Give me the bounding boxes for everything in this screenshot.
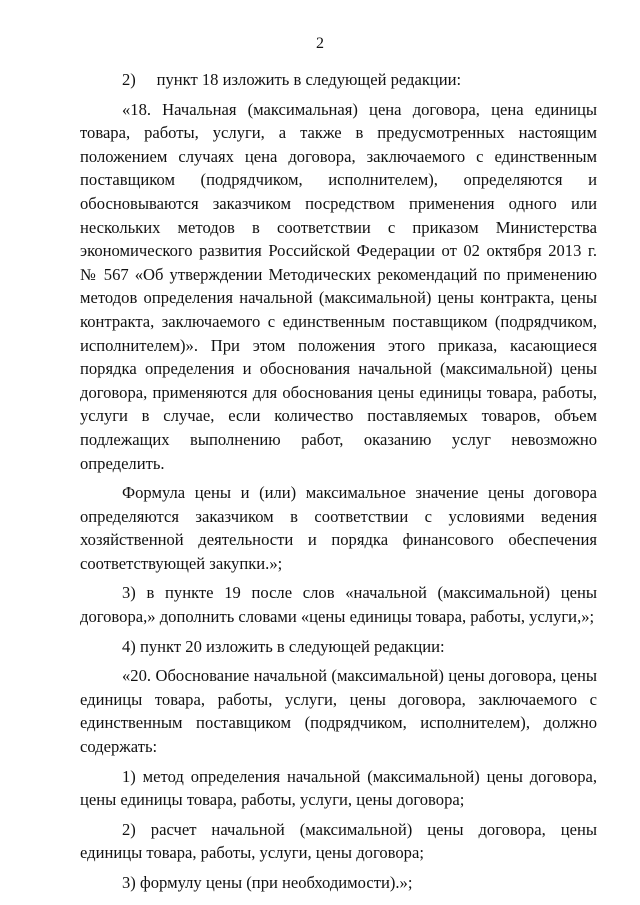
page-number: 2 (316, 35, 324, 52)
paragraph-point-20-text: «20. Обоснование начальной (максимальной) цены договора, цены единицы товара, работы, услуги, цены договора, заключаемого с единственным поставщиком (подрядчиком, исполнителем), должно содержать: (80, 666, 597, 757)
paragraph-item-3: 3) в пункте 19 после слов «начальной (максимальной) цены договора,» дополнить словами «цены единицы товара, работы, услуги,»; (80, 583, 597, 627)
paragraph-price-formula: Формула цены и (или) максимальное значение цены договора определяются заказчиком в соответствии с условиями ведения хозяйственной деятельности и порядка финансового обеспечения соответствующей закупки.»; (80, 483, 597, 573)
document-body (80, 68, 597, 895)
paragraph-subitem-3: 3) формулу цены (при необходимости).»; (122, 873, 413, 892)
paragraph-item-4: 4) пункт 20 изложить в следующей редакции: (122, 636, 445, 656)
paragraph-point-18-text: «18. Начальная (максимальная) цена договора, цена единицы товара, работы, услуги, а также в предусмотренных настоящим положением случаях цена договора, заключаемого с единственным поставщиком (подрядчиком, исполнителем), определяются и обосновываются заказчиком посредством применения одного или нескольких методов в соответствии с приказом Министерства экономического развития Российской Федерации от 02 октября 2013 г. № 567 «Об утверждении Методических рекомендаций по применению методов определения начальной (максимальной) цены контракта, цены контракта, заключаемого с единственным поставщиком (подрядчиком, исполнителем)». При этом положения этого приказа, касающиеся порядка определения и обоснования начальной (максимальной) цены договора, применяются для обоснования цены единицы товара, работы, услуги в случае, если количество поставляемых товаров, объем подлежащих выполнению работ, оказанию услуг невозможно определить. (80, 99, 597, 473)
paragraph-item-2: 2) пункт 18 изложить в следующей редакции: (122, 70, 462, 89)
paragraph-subitem-1: 1) метод определения начальной (максимальной) цены договора, цены единицы товара, работы, услуги, цены договора; (80, 766, 597, 810)
paragraph-subitem-2: 2) расчет начальной (максимальной) цены договора, цены единицы товара, работы, услуги, цены договора; (80, 819, 597, 863)
